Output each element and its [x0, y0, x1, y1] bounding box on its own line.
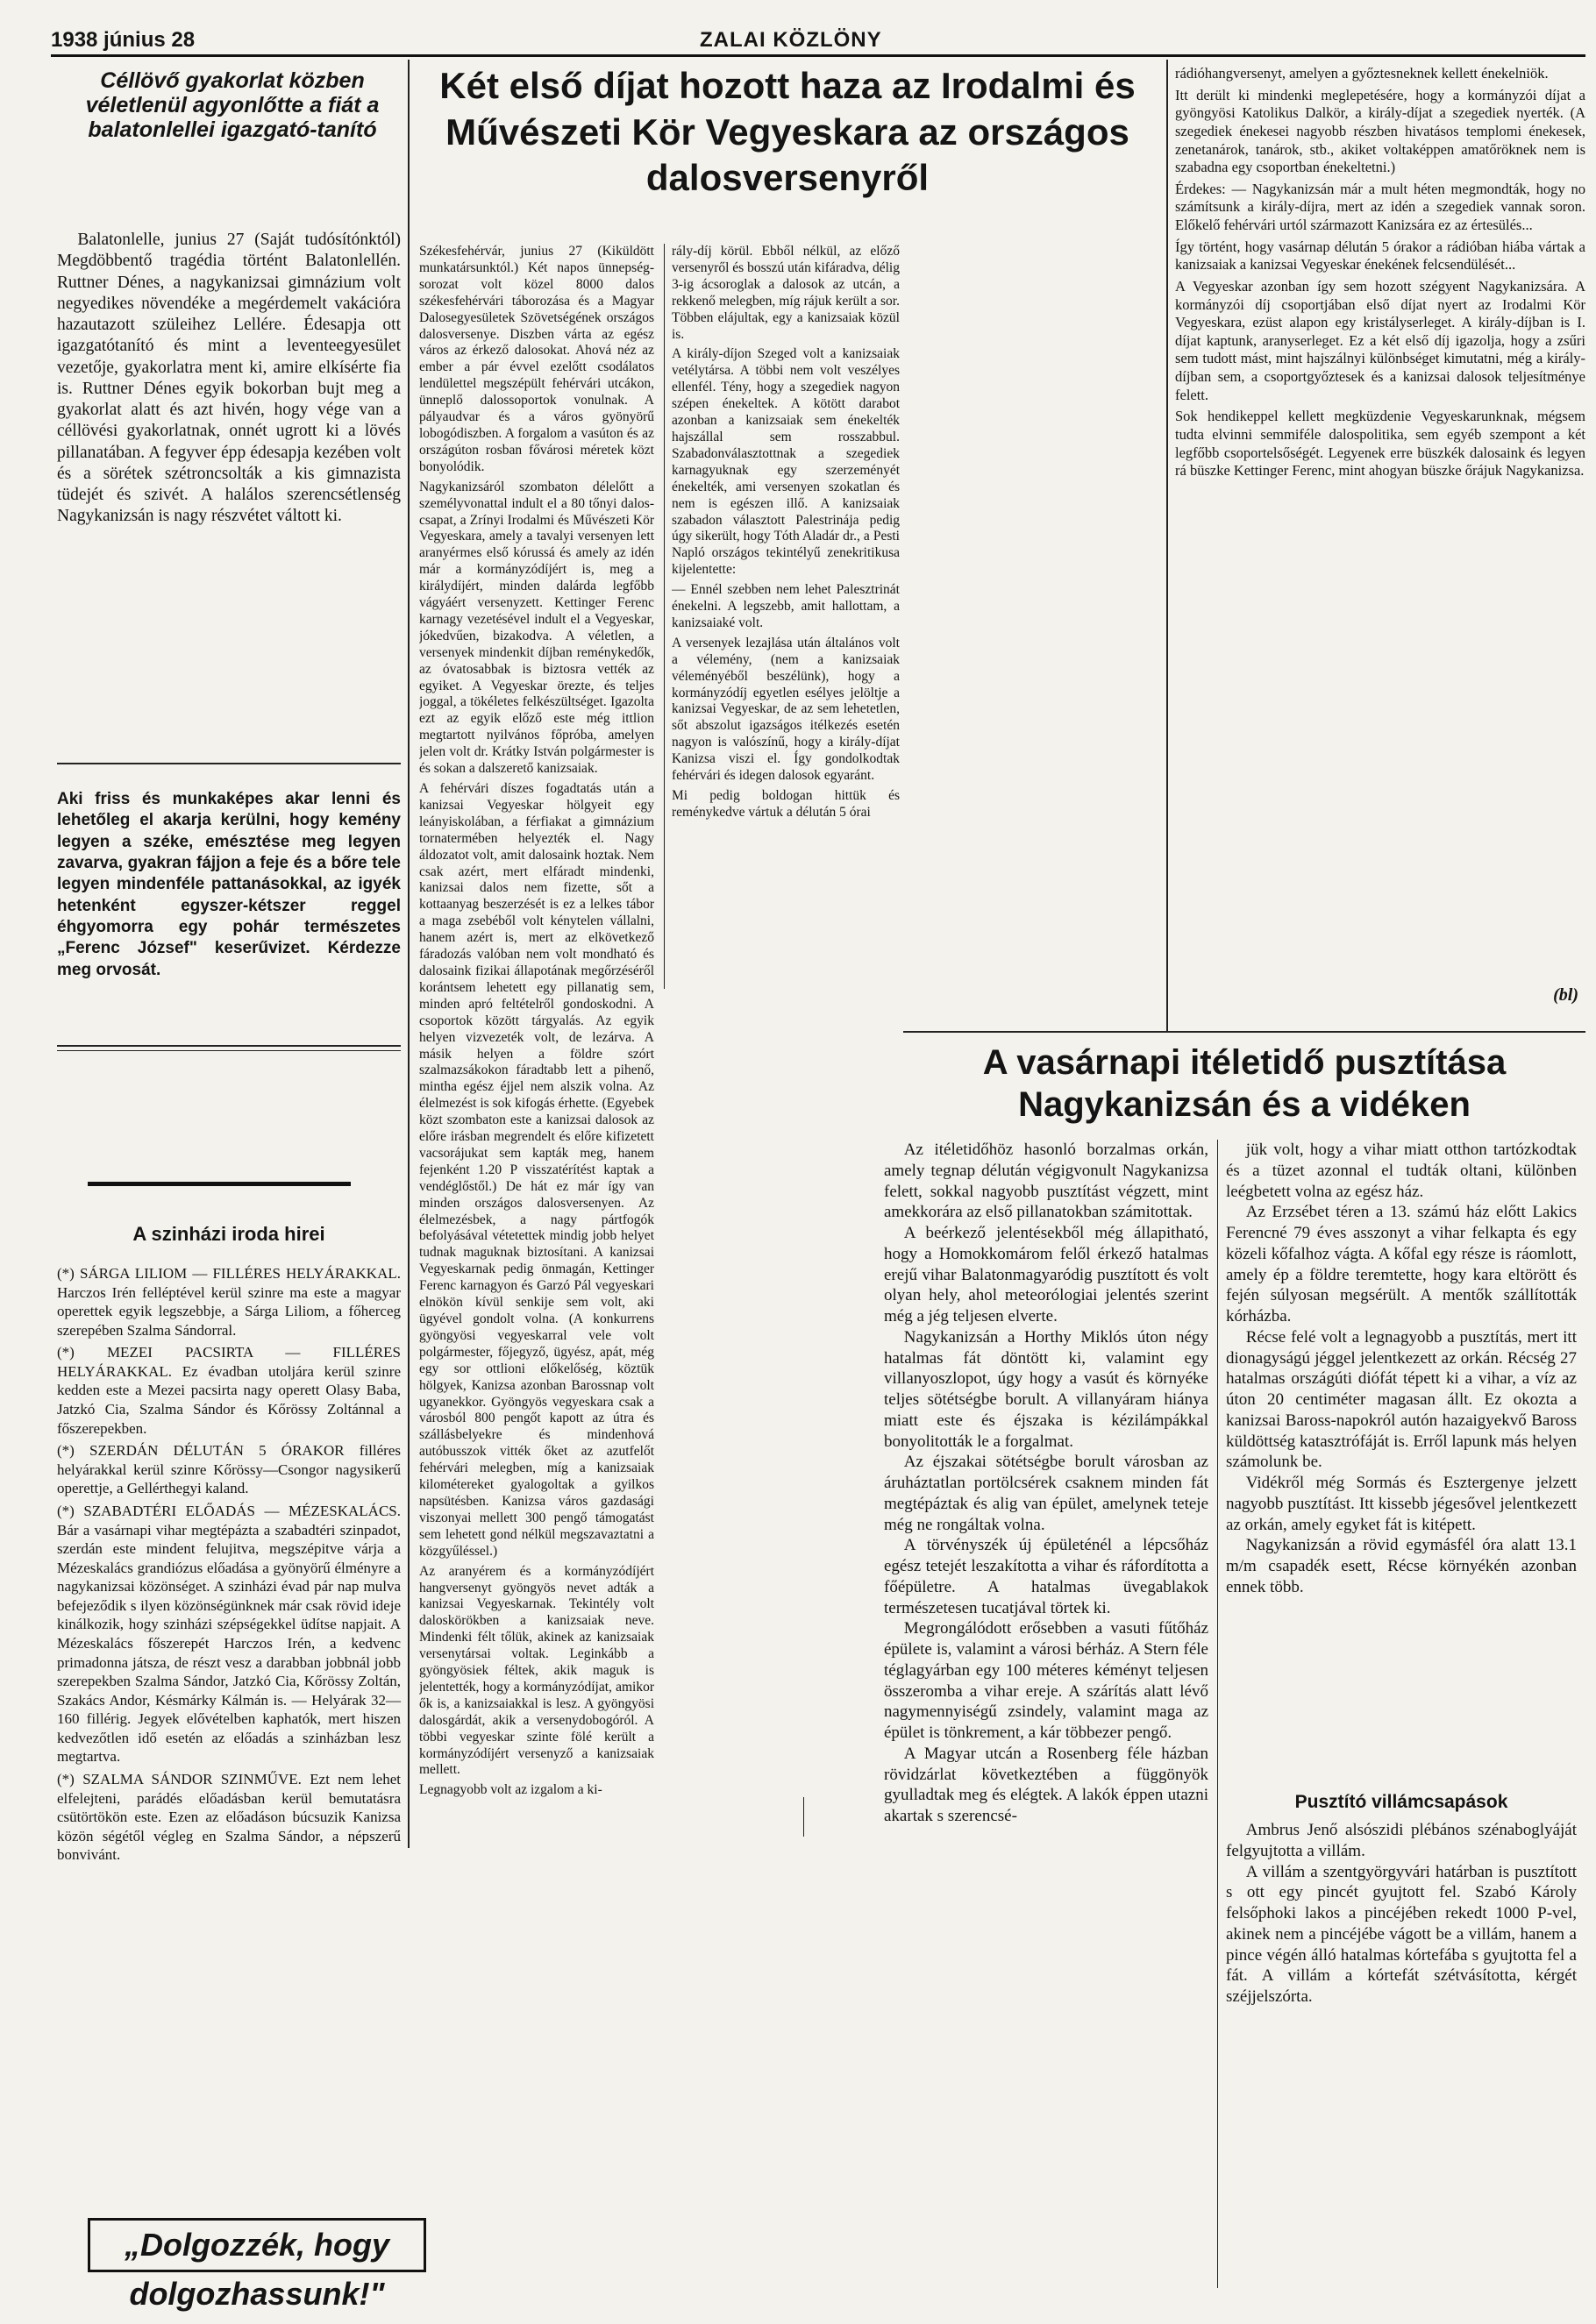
divider	[57, 1050, 401, 1051]
divider	[88, 1182, 351, 1186]
choir-paragraph: Az aranyérem és a kormányzódíjért hangversenyt gyöngyös nevet adták a kanizsai Vegyeskarnak. Tekintély volt daloskörökben a kanizsaiak neve. Mindenki félt tőlük, akinek az kanizsaiak versenytársai voltak. Leginkább a gyöngyösiek féltek, akik maguk is jelentették, hogy a kormányzódíjat, amikor ők is, a kanizsaiakkal is lesz. A gyöngyösi dalosgárdát, akik a versenydobogóról. A többi vegyeskar szinte fölé került a kormányzódíjért versenyző a kanizsaiak mellett.	[419, 1563, 654, 1778]
choir-paragraph: Így történt, hogy vasárnap délután 5 órakor a rádióban hiába vártak a kanizsaiak a kanizsai Vegyeskar énekének felcsendülését...	[1175, 238, 1585, 274]
lightning-paragraph: Ambrus Jenő alsószidi plébános szénaboglyáját felgyujtotta a villám.	[1226, 1821, 1577, 1860]
theatre-section-title: A szinházi iroda hirei	[132, 1223, 325, 1245]
choir-paragraph: A fehérvári díszes fogadtatás után a kanizsai Vegyeskar hölgyeit egy leányiskolában, a férfiakat a gimnázium tornatermében helyezték el. Nagy áldozatot volt, amit dalosaink hoztak. Nem csak azért, mert elfáradt mindenki, kanizsai dalos nem fizette, sőt a kottaanyag beszerzését is ez a lelkes tábor a maga zsebéből volt kénytelen vállalni, hanem azért is, mert az elkövetkező fáradozás valóban nem volt mondható és dalosaink fizikai állapotának megőrzéséről korántsem lehetett egy pillanatig sem, minden apró feltételről gondoskodni. A csoportok között tárgyalás. Az egyik helyen vizvezeték volt, de lezárva. A másik helyen a földre szórt szalmazsákokon fáradtabb lett a pihenő, mintha egész éjjel nem alszik volna. Az élelmezést is sok kifogás érhette. (Egyebek közt szombaton este a kanizsai dalosok az előre irásban megrendelt és előre kifizetett vacsorájukat sem kapták meg, hanem fejenként 1.20 P visszatérítést kaptak a vendéglőstől.) De hát ez már így van minden országos dalosversenyen. Az élelmezésbek, a nagy pártfogók befolyásával vétetettek mindig jobb helyet tudnak maguknak biztosítani. A kanizsai Vegyeskarnak pedig önmagán, Kettinger Ferenc karnagyon és Garzó Pál vegyeskari elnökön kívül senkije sem volt, aki ügyével gondolt volna. (A konkurrens gyöngyösi vegyeskarral vele volt polgármester, főjegyző, ügyész, apát, még egy sor ottlioni előkelőség, köztük hölgyek, Kanizsa azonban Barossnap volt ugyanekkor. Gyöngyös vegyeskara csak a városból 800 pengőt kapott az útra és szállásbelyekre és mindenhová autóbusszok vitték őket az azutfelőt fehérvári melegben, míg a kanizsaiak kilométereket gyalogoltak a gyilkos napsütésben. Kanizsa város gazdasági viszonyai mellett 300 pengő támogatást sem lehetett gond nélkül megszavaztatni a közgyűléssel.)	[419, 781, 654, 1559]
choir-paragraph: — Ennél szebben nem lehet Palesztrinát énekelni. A legszebb, amit hallottam, a kanizsaiaké volt.	[672, 582, 900, 630]
storm-paragraph: A beérkező jelentésekből még állapitható, hogy a Homokkomárom felől érkező hatalmas erejű vihar Balatonmagyaródig pusztított és volt olyan hely, ahol meteorólogiai jelentés szerint még a jég teljesen elverte.	[884, 1224, 1208, 1325]
storm-paragraph: Vidékről még Sormás és Esztergenye jelzett nagyobb pusztítást. Itt kissebb jégesővel jelentkezett az orkán, amely egyket fát is kitépett.	[1226, 1474, 1577, 1534]
storm-paragraph: Megrongálódott erősebben a vasuti fűtőház épülete is, valamint a városi bérház. A Stern féle téglagyárban egy 100 méteres kéményt teljesen összeromba a vihar ereje. A szárítás alatt lévő nagymennyiségű zsindely, valamint maga az épület is tönkrement, a kár többezer pengő.	[884, 1619, 1208, 1742]
choir-column-3	[1175, 65, 1585, 985]
page-header	[51, 26, 1585, 57]
theatre-item: (*) SZALMA SÁNDOR SZINMŰVE. Ezt nem lehet elfelejteni, parádés előadásban kerül bemutatásra csütörtökön este. Ezen az előadáson búcsuzik Kanizsa közön ségétől végleg en Szalma Sándor, a népszerű bonvivánt.	[57, 1771, 401, 1864]
storm-paragraph: Az éjszakai sötétségbe borult városban az áruháztatlan portölcsérek csaknem minden fát megtépáztak és alig van épület, amelynek teteje még ne rongáltak volna.	[884, 1453, 1208, 1534]
choir-paragraph: Érdekes: — Nagykanizsán már a mult héten megmondták, hogy no számítsunk a király-díjra, mert az idén a szegediek vannak soron. Előkelő fehérvári urtól származott Kanizsára ez az értesülés...	[1175, 180, 1585, 233]
issue-date: 1938 június 28	[51, 28, 196, 52]
choir-paragraph: A király-díjon Szeged volt a kanizsaiak vetélytársa. A többi nem volt veszélyes ellenfél. Tény, hogy a szegediek nagyon szépen énekeltek. A kötött darabot azonban a kanizsaiak sem énekelték hajszállal sem rosszabbul. Szabadonválasztottnak a szegediek karnagyuknak egy szerzeményét énekelték, ami versenyen szokatlan és nem is egészen illő. A kanizsaiak szabadon választott Palestrinája pedig úgy sikerült, hogy Tóth Aladár dr., a Pesti Napló országos tekintélyű zenekritikusa kijelentette:	[672, 346, 900, 578]
slogan-box: „Dolgozzék, hogy dolgozhassunk!"	[88, 2218, 426, 2272]
lightning-paragraph: A villám a szentgyörgyvári határban is pusztított s ott egy pincét gyujtott fel. Szabó Károly felsőphoki lakos a pincéjében rekedt 1000 P-vel, akinek nem a pincéjébe vágott be a villám, hanem a pince végén álló hatalmas kórtefába s gyujtotta fel a fát. A villám a kórtefát szétvásította, kérgét széjjelszórta.	[1226, 1862, 1577, 2006]
choir-paragraph: A versenyek lezajlása után általános volt a vélemény, (nem a kanizsaiak véleményéből beszélünk), hogy a kormányzódíj egyetlen esélyes jelöltje a kanizsai Vegyeskar, de az sem lehetetlen, sőt abszolut igazságos itélkezés esetén nagyon is valószínű, hogy a király-díjat Kanizsa viszi el. Így gondolkodtak fehérvári és idegen dalosok egyaránt.	[672, 635, 900, 784]
storm-headline-line: A vasárnapi itéletidő pusztítása	[982, 1043, 1507, 1082]
choir-column-2	[672, 244, 900, 980]
column-rule	[664, 244, 665, 989]
theatre-item: (*) SÁRGA LILIOM — FILLÉRES HELYÁRAKKAL. Harczos Irén felléptével kerül szinre ma este a magyar operettek egyik legszebbje, a Sárga Liliom, a főherceg szerepében Szalma Sándorral.	[57, 1265, 401, 1339]
accident-article	[57, 230, 401, 528]
choir-headline: Két első díjat hozott haza az Irodalmi és Művészeti Kör Vegyeskara az országos dalosversenyről	[439, 65, 1136, 198]
column-rule	[408, 60, 410, 1848]
choir-signature: (bl)	[1553, 985, 1578, 1005]
divider	[57, 1045, 401, 1047]
lightning-subheading: Pusztító villámcsapások	[1294, 1792, 1508, 1812]
storm-headline	[903, 1041, 1585, 1126]
choir-paragraph: rály-díj körül. Ebből nélkül, az előző versenyről és bosszú után kifáradva, délig 3-ig ácsoroglak a dalosok az utcán, a rekkenő melegben, míg rájuk került a sor. Többen elájultak, egy a kanizsaiak közül is.	[672, 244, 900, 342]
divider	[903, 1031, 1585, 1033]
theatre-item: (*) SZERDÁN DÉLUTÁN 5 ÓRAKOR filléres helyárakkal kerül szinre Kőrössy—Csongor nagysikerű operettje, a Gellérthegyi kaland.	[57, 1442, 401, 1497]
choir-column-1	[419, 244, 654, 1822]
column-rule	[1217, 1140, 1218, 2288]
storm-paragraph: Az Erzsébet téren a 13. számú ház előtt Lakics Ferencné 79 éves asszonyt a vihar felkapta és egy közeli kőfalhoz vágta. A kőfal egy része is ráomlott, amely ép a földre teremtette, hogy kara eltörött és fején súlyosan megsérült. A mentők szállították kórházba.	[1226, 1203, 1577, 1325]
column-rule	[1166, 60, 1168, 1031]
storm-headline-line: Nagykanizsán és a vidéken	[1018, 1085, 1471, 1124]
choir-paragraph: Székesfehérvár, junius 27 (Kiküldött munkatársunktól.) Két napos ünnepség-sorozat volt közel 8000 dalos székesfehérvári táborozása és a Magyar Dalosegyesületek Szövetségének országos dalosversenye. Diszben várta az egész város az érkező dalosokat. Ahová néz az ember a pár évvel ezelőtt csodálatos lendülettel megszépült fehérvári utcákon, ünneplő dalossoportok vonulnak. A pályaudvar és a város gyönyörű lobogódiszben. A forgalom a vasúton és az országúton rosban fővárosi méretek közt bonyolódik.	[419, 244, 654, 474]
storm-paragraph: Nagykanizsán a rövid egymásfél óra alatt 13.1 m/m csapadék esett, Récse környékén azonban ennek több.	[1226, 1536, 1577, 1596]
choir-paragraph: Legnagyobb volt az izgalom a ki-	[419, 1782, 602, 1798]
choir-paragraph: Sok hendikeppel kellett megküzdenie Vegyeskarunknak, mégsem tudta elvinni semmiféle dalospolitika, sem egyéb szempont a két legfőbb csoportelsőségét. Legyenek erre büszkék dalosaink és legyen rá büszke Kettinger Ferenc, mint ahogyan büszke őrájuk Nagykanizsa.	[1175, 408, 1585, 480]
choir-paragraph: Itt derült ki mindenki meglepetésére, hogy a kormányzói díjat a gyöngyösi Katolikus Dalkör, a király-díjat a szegediek nyerték. (A szegediek énekesei nagyobb részben hivatásos templomi énekesek, zenetanárok, tanárok, stb., akiket voltaképpen amatőröknek nem is szabadna egy csoportban énekeltetni.)	[1175, 86, 1585, 176]
newspaper-name: ZALAI KÖZLÖNY	[700, 28, 882, 52]
accident-paragraph: Balatonlelle, junius 27 (Saját tudósítónktól) Megdöbbentő tragédia történt Balatonlellén. Ruttner Dénes, a nagykanizsai gimnázium volt negyedikes növendéke a megérdemelt vakációra hazautazott szüleihez Lellére. Édesapja ott igazgatótanító és mint a leventeegyesület vezetője, gyakorlatra ment ki, amire elkísérte fia is. Ruttner Dénes egyik bokorban bujt meg a gyakorlat alatt és azt hivén, hogy vége van a céllövési gyakorlatnak, onnét ugrott ki a lövés pillanatában. A fegyver épp édesapja kezében volt és a sörétek szétroncsolták a kis gimnazista tüdejét és szivét. A halálos szerencsétlenség Nagykanizsán is nagy részvétet váltott ki.	[57, 231, 401, 526]
storm-paragraph: Nagykanizsán a Horthy Miklós úton négy hatalmas fát döntött ki, valamint egy villanyoszlopot, úgy hogy a vasút és környéke teljes sötétségbe borult. A villanyáram hiánya miatt este és éjszaka is kézilámpákkal bonyolitották le a forgalmat.	[884, 1327, 1208, 1451]
storm-column-2	[1226, 1140, 1577, 1788]
advertisement: Aki friss és munkaképes akar lenni és lehetőleg el akarja kerülni, hogy kemény legyen a széke, emésztése meg legyen zavarva, gyakran fájjon a feje és a bőre tele legyen mindenféle pattanásokkal, az igyék hetenként egyszer-kétszer reggel éhgyomorra egy pohár természetes „Ferenc József" keserűvizet. Kérdezze meg orvosát.	[57, 790, 401, 979]
divider	[57, 763, 401, 764]
choir-paragraph: A Vegyeskar azonban így sem hozott szégyent Nagykanizsára. A kormányzói díj csoportjában első díjat nyert az Irodalmi Kör Vegyeskara, ezüst alapon egy kristályserleget. A király-díjban is I. díjat kaptunk, aranyserleget. Ez a két első díj igazolja, hogy a zsűri sem tudott mást, mint hajszálnyi különbséget kimutatni, még a király-díjban sem, a csoportgyőztesek és a kanizsai dalosok teljesítménye felett.	[1175, 277, 1585, 403]
lightning-article	[1226, 1820, 1577, 2293]
storm-paragraph: A Magyar utcán a Rosenberg féle házban rövidzárlat következtében a függönyök gyulladtak meg és elégtek. A lakók éppen utazni akartak s szerencsé-	[884, 1744, 1208, 1825]
theatre-item: (*) SZABADTÉRI ELŐADÁS — MÉZESKALÁCS. Bár a vasárnapi vihar megtépázta a szabadtéri szinpadot, szerdán este mindent felujitva, megszépitve várja a Mézeskalács grandiózus előadása a gyönyörű élményre a nagykanizsai közönséget. A szinházi évad pár nap mulva befejeződik s ilyen közönségünknek már csak rövid ideje kinálkozik, hogy szinházi szépségekkel üdítse napjait. A Mézeskalács főszerepét Harczos Irén, a kedvenc primadonna játsza, de részt vesz a darabban jobbnál jobb szerepekben Szalma Sándor, Jatzkó Cia, Kőrössy Zoltán, Szakács Andor, Késmárky Kálmán is. — Helyárak 32—160 fillérig. Jegyek elővételben kaphatók, mert hiszen kedvezőtlen idő esetén az előadás a szinházban lesz megtartva.	[57, 1502, 401, 1766]
storm-paragraph: jük volt, hogy a vihar miatt otthon tartózkodtak és a tüzet azonnal el tudták oltani, különben leégbetett volna az egész ház.	[1226, 1141, 1577, 1201]
storm-paragraph: Az itéletidőhöz hasonló borzalmas orkán, amely tegnap délután végigvonult Nagykanizsa felett, sokkal nagyobb pusztítást végzett, mint amekkorára az első pillanatokban számitottak.	[884, 1141, 1208, 1222]
choir-paragraph: Mi pedig boldogan hittük és reménykedve vártuk a délután 5 órai	[672, 788, 900, 820]
choir-paragraph: rádióhangversenyt, amelyen a győztesneknek kellett énekelniök.	[1175, 65, 1549, 82]
storm-paragraph: A törvényszék új épületénél a lépcsőház egész tetejét leszakította a vihar és ráfordította a főépületre. A hatalmas üvegablakok természetesen tucatjával törtek ki.	[884, 1536, 1208, 1617]
storm-paragraph: Récse felé volt a legnagyobb a pusztítás, mert itt dionagyságú jéggel jelentkezett az orkán. Récség 27 hatalmas országúti diófát tépett ki a vihar, a víz az úton 20 centiméter magasan állt. Ez okozta a kanizsai Baross-napokról autón hazaigyekvő Baross küldöttség katasztrófáját is. Erről lapunk más helyen számolunk be.	[1226, 1327, 1577, 1472]
storm-column-1	[884, 1140, 1208, 2297]
accident-headline: Céllövő gyakorlat közben véletlenül agyonlőtte a fiát a balatonlellei igazgató-tanító	[85, 68, 380, 142]
theatre-item: (*) MEZEI PACSIRTA — FILLÉRES HELYÁRAKKAL. Ez évadban utoljára kerül szinre kedden este a Mezei pacsirta nagy operett Olasy Baba, Jatzkó Cia, Szalma Sándor és Kőrössy Zoltánnal a főszerepekben.	[57, 1344, 401, 1437]
column-rule	[803, 1797, 804, 1837]
theatre-news	[57, 1264, 401, 1868]
choir-paragraph: Nagykanizsáról szombaton délelőtt a személyvonattal indult el a 80 tőnyi dalos-csapat, a Zrínyi Irodalmi és Művészeti Kör Vegyeskara, amely a tavalyi versenyen lett aranyérmes első kórussá és amely az idén már a kormányzódíjért is, meg a királydíjért, minden dalárda legfőbb vágyáért versenyzett. Kettinger Ferenc karnagy vezetésével indult el a Vegyeskar, jókedvűen, bizakodva. A véletlen, a versenyek mindenkit díjban reménykedők, az óvatosabbak is biztosra vették az egyiket. A Vegyeskar örezte, és teljes joggal, a tökéletes felkészültséget. Igazolta ezt az egyik előző este még ittlion megtartott nyilvános főpróba, amelyen jelen volt dr. Krátky István polgármester is és sokan a dalszerető kanizsaiak.	[419, 479, 654, 777]
